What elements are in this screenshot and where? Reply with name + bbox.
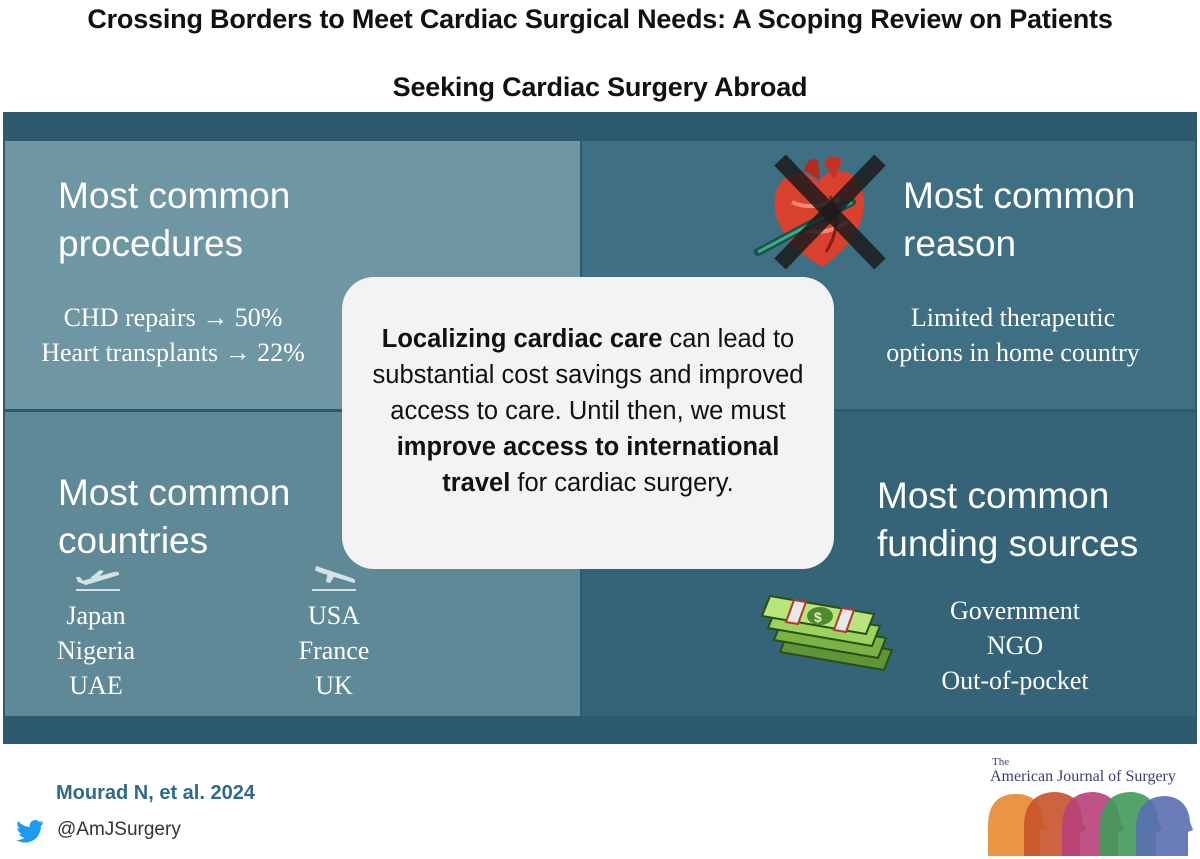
countries-heading-line1: Most common [58,472,291,513]
funding-heading-line2: funding sources [877,523,1139,564]
funding-item: Out-of-pocket [941,666,1089,695]
country-item: UAE [69,671,123,700]
page-title: Crossing Borders to Meet Cardiac Surgical Needs: A Scoping Review on Patients [87,4,1113,34]
page-subtitle: Seeking Cardiac Surgery Abroad [392,72,808,102]
funding-heading-line1: Most common [877,475,1110,516]
countries-column-b [278,598,390,703]
key-message-bold-2: improve access to international travel [396,433,780,497]
money-stack-icon [758,590,896,674]
funding-heading [877,472,1138,568]
key-message-box [342,277,834,569]
reason-heading-line2: reason [903,223,1017,264]
procedures-heading-line1: Most common [58,175,291,216]
reason-heading-line1: Most common [903,175,1136,216]
svg-text:$: $ [814,609,822,625]
funding-item: Government [950,596,1080,625]
countries-heading-line2: countries [58,520,209,561]
procedure-item: Heart transplants → 22% [41,338,305,367]
plane-departure-icon [74,566,122,592]
reason-text-line2: options in home country [886,338,1140,367]
reason-heading [903,172,1135,268]
procedures-heading-line2: procedures [58,223,244,264]
country-item: Japan [66,601,126,630]
country-item: USA [307,601,360,630]
twitter-handle[interactable]: @AmJSurgery [57,819,181,840]
countries-heading [58,469,290,565]
reason-text-line1: Limited therapeutic [910,303,1116,332]
funding-list [900,593,1130,698]
twitter-bird-icon[interactable] [16,820,44,843]
reason-text [858,300,1168,370]
procedures-heading [58,172,290,268]
journal-name: American Journal of Surgery [990,768,1176,785]
country-item: UK [315,671,353,700]
heart-crossed-icon [752,152,892,274]
key-message-text-2: for cardiac surgery. [510,469,734,497]
key-message-text-1: can lead to substantial cost savings and improved access to care. Until then, we must [372,325,804,425]
journal-heads-logo [984,784,1194,856]
procedure-item: CHD repairs → 50% [63,303,283,332]
country-item: France [298,636,370,665]
plane-arrival-icon [310,562,358,592]
journal-the: The [992,756,1010,768]
journal-logo [990,757,1185,786]
funding-item: NGO [986,631,1044,660]
procedures-list [18,300,328,370]
country-item: Nigeria [57,636,135,665]
citation: Mourad N, et al. 2024 [56,782,255,804]
key-message-bold-1: Localizing cardiac care [381,325,663,353]
countries-column-a [40,598,152,703]
